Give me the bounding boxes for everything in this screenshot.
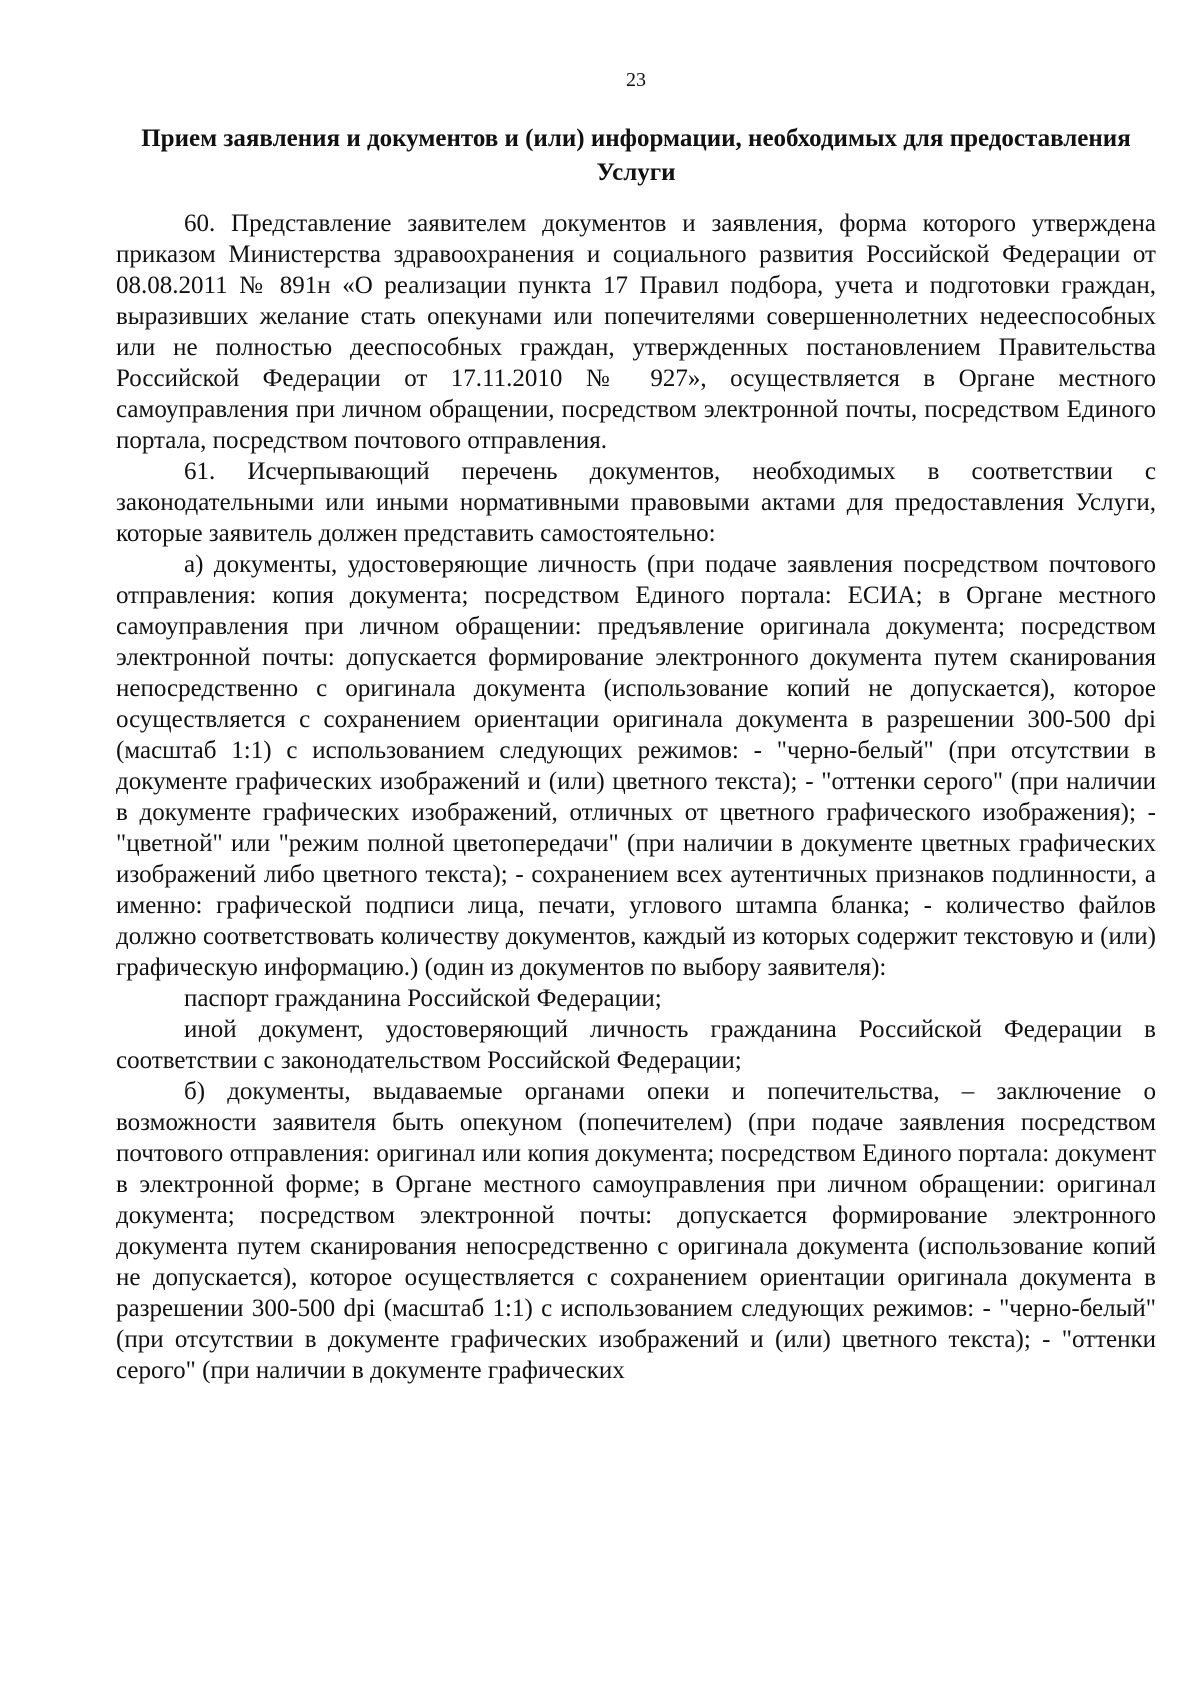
paragraph-61-a: а) документы, удостоверяющие личность (при подаче заявления посредством почтового отправления: копия документа; посредством Единого портала: ЕСИА; в Органе местного самоуправления при личном обращении: предъявление оригинала документа; посредством электронной почты: допускается формирование электронного документа путем сканирования непосредственно с оригинала документа (использование копий не допускается), которое осуществляется с сохранением ориентации оригинала документа в разрешении 300-500 dpi (масштаб 1:1) с использованием следующих режимов: - "черно-белый" (при отсутствии в документе графических изображений и (или) цветного текста); - "оттенки серого" (при наличии в документе графических изображений, отличных от цветного графического изображения); - "цветной" или "режим полной цветопередачи" (при наличии в документе цветных графических изображений либо цветного текста); - сохранением всех аутентичных признаков подлинности, а именно: графической подписи лица, печати, углового штампа бланка; - количество файлов должно соответствовать количеству документов, каждый из которых содержит текстовую и (или) графическую информацию.) (один из документов по выбору заявителя): (116, 551, 1156, 981)
paragraph-passport: паспорт гражданина Российской Федерации; (184, 985, 662, 1012)
paragraph-61: 61. Исчерпывающий перечень документов, необходимых в соответствии с законодательными или иными нормативными правовыми актами для предоставления Услуги, которые заявитель должен представить самостоятельно: (116, 458, 1156, 547)
paragraph-other-id: иной документ, удостоверяющий личность гражданина Российской Федерации в соответствии с законодательством Российской Федерации; (116, 1016, 1156, 1074)
page-number: 23 (626, 69, 646, 91)
paragraph-60: 60. Представление заявителем документов и заявления, форма которого утверждена приказом Министерства здравоохранения и социального развития Российской Федерации от 08.08.2011 № 891н «О реализации пункта 17 Правил подбора, учета и подготовки граждан, выразивших желание стать опекунами или попечителями совершеннолетних недееспособных или не полностью дееспособных граждан, утвержденных постановлением Правительства Российской Федерации от 17.11.2010 № 927», осуществляется в Органе местного самоуправления при личном обращении, посредством электронной почты, посредством Единого портала, посредством почтового отправления. (116, 210, 1156, 454)
document-body (116, 208, 1156, 1386)
paragraph-61-b: б) документы, выдаваемые органами опеки и попечительства, – заключение о возможности заявителя быть опекуном (попечителем) (при подаче заявления посредством почтового отправления: оригинал или копия документа; посредством Единого портала: документ в электронной форме; в Органе местного самоуправления при личном обращении: оригинал документа; посредством электронной почты: допускается формирование электронного документа путем сканирования непосредственно с оригинала документа (использование копий не допускается), которое осуществляется с сохранением ориентации оригинала документа в разрешении 300-500 dpi (масштаб 1:1) с использованием следующих режимов: - "черно-белый" (при отсутствии в документе графических изображений и (или) цветного текста); - "оттенки серого" (при наличии в документе графических (116, 1078, 1156, 1384)
section-heading: Прием заявления и документов и (или) информации, необходимых для предоставления Услуги (141, 125, 1131, 186)
